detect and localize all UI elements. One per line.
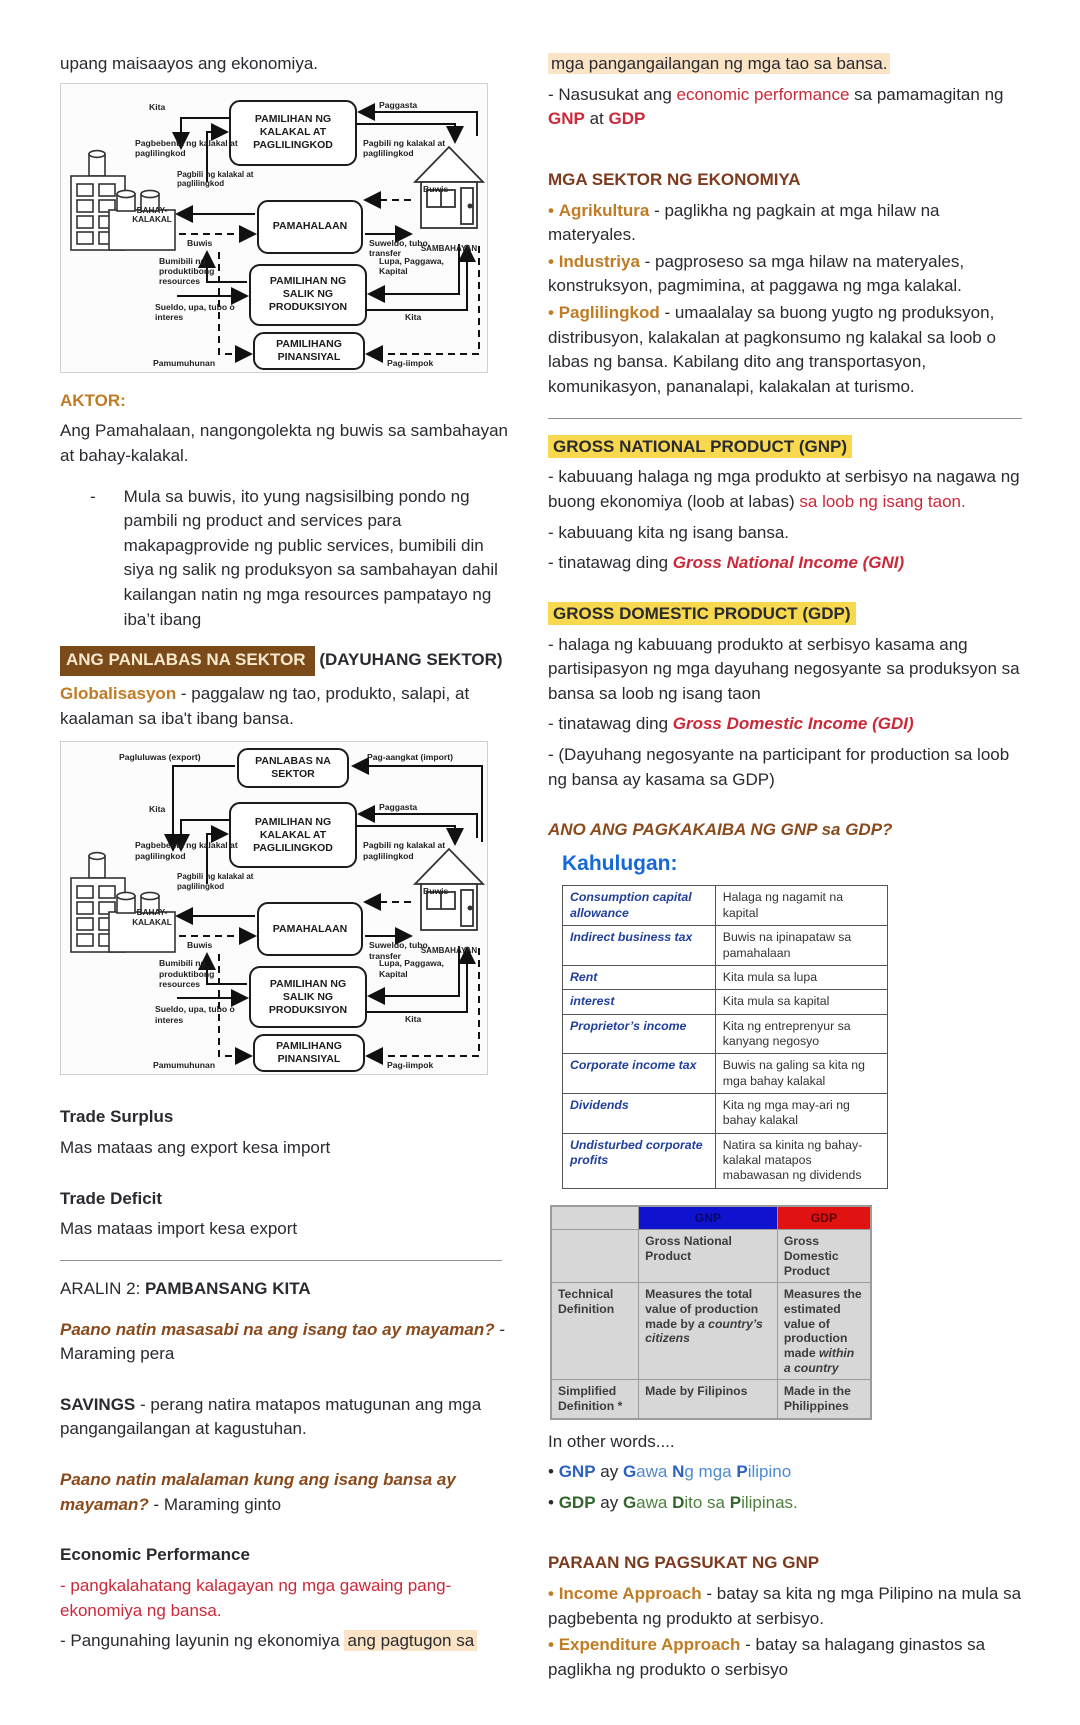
- measure-gdp: GDP: [608, 109, 646, 129]
- bullet-icon: •: [548, 1492, 554, 1512]
- gnp-word: g mga: [684, 1462, 737, 1482]
- gnp-word: GNP: [558, 1462, 596, 1482]
- approach-text: - batay sa kita ng mga Pilipino na mula sa pagbebenta ng produkto at serbisyo.: [548, 1584, 1022, 1628]
- aktor-heading: AKTOR:: [60, 390, 126, 410]
- label-suweldo: Suweldo, tubo, transfer: [369, 237, 431, 258]
- econ-line2-highlight: ang pagtugon sa: [344, 1630, 477, 1651]
- gdp-gdi-prefix: - tinatawag ding: [548, 714, 673, 734]
- table-row: [563, 1094, 888, 1134]
- bullet-icon: •: [548, 303, 554, 323]
- label-sueldo: Sueldo, upa, tubo o interes: [155, 1004, 235, 1025]
- table-row: [551, 1230, 871, 1283]
- question-1: [60, 1318, 508, 1367]
- box-external-sector: PANLABAS NA SEKTOR: [237, 748, 349, 788]
- table-row: [551, 1283, 871, 1380]
- approach-term: Income Approach: [558, 1584, 702, 1604]
- box-factor-market: PAMILIHAN NG SALIK NG PRODUKSIYON: [249, 264, 367, 326]
- bullet-icon: •: [548, 200, 554, 220]
- box-financial-market: PAMILIHANG PINANSIYAL: [253, 1034, 365, 1072]
- box-market: PAMILIHAN NG KALAKAL AT PAGLILINGKOD: [229, 100, 357, 166]
- gdp-word: ay: [595, 1492, 623, 1512]
- table-row: [563, 1054, 888, 1094]
- bullet-icon: •: [548, 1635, 554, 1655]
- aktor-bullet-text: Mula sa buwis, ito yung nagsisilbing pondo ng pambili ng product and services para makapagprovide ng public services, bumibili din siya ng salik ng produksyon sa sambahayan dahil kailangan natin ng mga resources pampatayo ng iba’t ibang: [123, 486, 498, 629]
- label-lupa: Lupa, Paggawa, Kapital: [379, 255, 444, 276]
- sector-paglilingkod: [548, 301, 1028, 400]
- panlabas-suffix: (DAYUHANG SEKTOR): [319, 650, 503, 670]
- globalisasyon-line: [60, 682, 508, 731]
- gdp-mnemonic: [548, 1491, 1028, 1516]
- gnp-tech-italic: a country’s citizens: [645, 1316, 763, 1346]
- gnp-def-1: [548, 465, 1028, 514]
- sector-text: - umaalalay sa buong yugto ng produksyon, distribusyon, kalakalan at pagkonsumo ng kalakal sa loob o labas ng bansa. Kabilang dito ang transportasyon, komunikasyon, pananalapi, kalakalan at turismo.: [548, 303, 996, 397]
- gdp-word: ito sa: [684, 1492, 730, 1512]
- question-2-text: Paano natin malalaman kung ang isang bansa ay mayaman?: [60, 1470, 456, 1514]
- label-pamumuhunan: Pamumuhunan: [153, 357, 216, 368]
- gdp-heading: GROSS DOMESTIC PRODUCT (GDP): [548, 602, 856, 625]
- table-row: [563, 1133, 888, 1188]
- empty-cell: [551, 1230, 639, 1283]
- measure-mid: sa pamamagitan ng: [849, 84, 1004, 104]
- table-row: [563, 1014, 888, 1054]
- label-pagimpok: Pag-iimpok: [387, 357, 434, 368]
- trade-deficit-text: Mas mataas import kesa export: [60, 1219, 298, 1239]
- difference-heading: ANO ANG PAGKAKAIBA NG GNP sa GDP?: [548, 820, 893, 840]
- label-paggasta: Paggasta: [379, 802, 418, 813]
- gnp-word: N: [672, 1462, 685, 1482]
- def-cell: Natira sa kinita ng bahay-kalakal matapos mabawasan ng dividends: [715, 1133, 887, 1188]
- term-cell: Consumption capital allowance: [563, 886, 716, 926]
- label-sambahayan: SAMBAHAYAN: [420, 946, 478, 956]
- label-kita-bottom: Kita: [405, 311, 422, 322]
- aralin-title: PAMBANSANG KITA: [145, 1278, 311, 1298]
- sector-text: - pagproseso sa mga hilaw na materyales, konstruksyon, pagmimina, at paggawa ng mga kalakal.: [548, 251, 965, 296]
- sector-agrikultura: [548, 199, 1028, 248]
- label-pagbebenta: Pagbebenta ng kalakal at paglilingkod: [135, 840, 238, 861]
- left-column: [60, 52, 508, 1685]
- box-government: PAMAHALAAN: [257, 902, 363, 956]
- gdp-word: P: [729, 1492, 742, 1512]
- term-cell: Undisturbed corporate profits: [563, 1133, 716, 1188]
- kahulugan-heading: Kahulugan:: [562, 852, 678, 876]
- label-bahay-kalakal: BAHAY-KALAKAL: [132, 205, 172, 225]
- sector-term: Industriya: [558, 251, 640, 271]
- income-approach-item: [548, 1582, 1028, 1631]
- tech-label-cell: Technical Definition: [551, 1283, 639, 1380]
- term-cell: Proprietor’s income: [563, 1014, 716, 1054]
- label-pagbili-right: Pagbili ng kalakal at paglilingkod: [363, 840, 446, 861]
- economic-performance-line2: [60, 1629, 508, 1654]
- measure-gnp: GNP: [548, 109, 585, 129]
- box-market: PAMILIHAN NG KALAKAL AT PAGLILINGKOD: [229, 802, 357, 868]
- gnp-name-cell: Gross National Product: [639, 1230, 778, 1283]
- bullet-icon: •: [548, 1584, 554, 1604]
- gnp-heading: GROSS NATIONAL PRODUCT (GNP): [548, 435, 852, 458]
- def-cell: Buwis na ipinapataw sa pamahalaan: [715, 926, 887, 966]
- flow-inner: [61, 786, 489, 1076]
- label-export: Pagluluwas (export): [119, 752, 201, 763]
- gdp-def-1: - halaga ng kabuuang produkto at serbisyo kasama ang partisipasyon ng mga dayuhang negosyante sa produksyon sa bansa sa loob ng isang taon: [548, 634, 1020, 703]
- label-import: Pag-aangkat (import): [367, 752, 453, 763]
- trade-surplus-text: Mas mataas ang export kesa import: [60, 1137, 331, 1157]
- globalisasyon-text: - paggalaw ng tao, produkto, salapi, at kaalaman sa iba't ibang bansa.: [60, 684, 470, 728]
- gdp-heading-line: [548, 602, 1028, 627]
- label-paggasta: Paggasta: [379, 99, 418, 110]
- savings-term: SAVINGS: [60, 1394, 136, 1414]
- def-cell: Kita ng mga may-ari ng bahay kalakal: [715, 1094, 887, 1134]
- label-pagbili-mid: Pagbili ng kalakal at paglilingkod: [177, 872, 254, 891]
- circular-flow-diagram-2: [60, 741, 488, 1075]
- globalisasyon-term: Globalisasyon: [60, 684, 177, 704]
- factory-icon: [67, 850, 179, 956]
- term-cell: Dividends: [563, 1094, 716, 1134]
- savings-text: - perang natira matapos matugunan ang mga pangangailangan at kagustuhan.: [60, 1394, 482, 1439]
- label-suweldo: Suweldo, tubo, transfer: [369, 940, 431, 961]
- label-kita-top: Kita: [149, 101, 166, 112]
- right-column: [548, 52, 1028, 1685]
- gdp-tech-cell: [777, 1283, 871, 1380]
- term-cell: Indirect business tax: [563, 926, 716, 966]
- simple-label-cell: Simplified Definition *: [551, 1380, 639, 1419]
- gnp-word: ay: [595, 1462, 623, 1482]
- sectors-heading: MGA SEKTOR NG EKONOMIYA: [548, 169, 801, 189]
- label-bumibili: Bumibili ng produktibong resources: [159, 255, 215, 287]
- question-1-answer: -Maraming pera: [60, 1319, 505, 1364]
- gnp-word: awa: [636, 1462, 673, 1482]
- panlabas-badge: ANG PANLABAS NA SEKTOR: [60, 646, 315, 676]
- sector-industriya: [548, 250, 1028, 299]
- sector-text: - paglikha ng pagkain at mga hilaw na materyales.: [548, 200, 940, 245]
- carryover-highlight: mga pangangailangan ng mga tao sa bansa.: [548, 53, 890, 74]
- label-pamumuhunan: Pamumuhunan: [153, 1060, 216, 1071]
- table-row: [563, 886, 888, 926]
- circular-flow-diagram-1: [60, 83, 488, 373]
- label-kita-top: Kita: [149, 804, 166, 815]
- gnp-heading-line: [548, 435, 1028, 460]
- box-government: PAMAHALAAN: [257, 200, 363, 254]
- label-buwis-left: Buwis: [187, 940, 213, 951]
- measure-at: at: [584, 109, 609, 129]
- divider: [60, 1260, 502, 1261]
- def-cell: Kita ng entreprenyur sa kanyang negosyo: [715, 1014, 887, 1054]
- gnp-word: P: [736, 1462, 748, 1482]
- label-sueldo: Sueldo, upa, tubo o interes: [155, 301, 235, 322]
- gnp-header-cell: GNP: [639, 1206, 778, 1230]
- term-cell: Rent: [563, 965, 716, 989]
- gnp-mnemonic: [548, 1460, 1028, 1485]
- label-buwis-left: Buwis: [187, 237, 213, 248]
- gdp-def-2: [548, 712, 1028, 737]
- kahulugan-table: [562, 885, 888, 1188]
- measure-prefix: - Nasusukat ang: [548, 84, 677, 104]
- panlabas-heading-line: [60, 646, 508, 676]
- intro-line: upang maisaayos ang ekonomiya.: [60, 54, 318, 73]
- gnp-def-2: - kabuuang kita ng isang bansa.: [548, 522, 790, 542]
- econ-line2-prefix: - Pangunahing layunin ng ekonomiya: [60, 1631, 345, 1651]
- divider: [548, 418, 1022, 419]
- paraan-heading: PARAAN NG PAGSUKAT NG GNP: [548, 1553, 820, 1573]
- label-buwis-right: Buwis: [423, 886, 449, 897]
- trade-deficit-title: Trade Deficit: [60, 1188, 163, 1208]
- question-2: [60, 1468, 508, 1517]
- expenditure-approach-item: [548, 1633, 1028, 1682]
- label-kita-bottom: Kita: [405, 1014, 422, 1025]
- label-lupa: Lupa, Paggawa, Kapital: [379, 958, 444, 979]
- gdp-word: GDP: [558, 1492, 596, 1512]
- trade-surplus-title: Trade Surplus: [60, 1107, 174, 1127]
- gdp-def-3: - (Dayuhang negosyante na participant for production sa loob ng bansa ay kasama sa GDP): [548, 745, 1010, 789]
- carryover-line: [548, 52, 1028, 77]
- bullet-icon: •: [548, 1462, 554, 1482]
- gdp-word: ilipinas.: [741, 1492, 798, 1512]
- label-pagbebenta: Pagbebenta ng kalakal at paglilingkod: [135, 137, 238, 158]
- label-pagbili-mid: Pagbili ng kalakal at paglilingkod: [177, 169, 254, 189]
- gnp-def-black: - kabuuang halaga ng mga produkto at serbisyo na nagawa ng buong ekonomiya (loob at labas): [548, 467, 1020, 511]
- label-bahay-kalakal: BAHAY-KALAKAL: [132, 908, 172, 928]
- gnp-def-red: sa loob ng isang taon.: [799, 491, 966, 511]
- def-cell: Kita mula sa lupa: [715, 965, 887, 989]
- approach-term: Expenditure Approach: [558, 1635, 741, 1655]
- sector-term: Paglilingkod: [558, 303, 660, 323]
- table-row: [551, 1206, 871, 1230]
- def-cell: Buwis na galing sa kita ng mga bahay kalakal: [715, 1054, 887, 1094]
- aktor-bullet: [60, 485, 508, 633]
- table-row: [563, 926, 888, 966]
- gnp-simple-cell: Made by Filipinos: [639, 1380, 778, 1419]
- table-row: [563, 965, 888, 989]
- gnp-gni-prefix: - tinatawag ding: [548, 553, 673, 573]
- def-cell: Kita mula sa kapital: [715, 990, 887, 1014]
- approach-text: - batay sa halagang ginastos sa paglikha ng produkto o serbisyo: [548, 1635, 986, 1680]
- term-cell: interest: [563, 990, 716, 1014]
- savings-line: [60, 1393, 508, 1442]
- gnp-word: G: [622, 1462, 637, 1482]
- table-row: [563, 990, 888, 1014]
- box-factor-market: PAMILIHAN NG SALIK NG PRODUKSIYON: [249, 966, 367, 1028]
- gdp-simple-cell: Made in the Philippines: [777, 1380, 871, 1419]
- measure-line: [548, 83, 1028, 132]
- label-bumibili: Bumibili ng produktibong resources: [159, 958, 215, 989]
- gnp-gdp-comparison-table: [550, 1205, 872, 1420]
- gdp-gdi: Gross Domestic Income (GDI): [672, 714, 914, 734]
- economic-performance-title: Economic Performance: [60, 1545, 250, 1565]
- label-sambahayan: SAMBAHAYAN: [420, 243, 478, 253]
- def-cell: Halaga ng nagamit na kapital: [715, 886, 887, 926]
- gdp-word: awa: [636, 1492, 673, 1512]
- aralin-heading: [60, 1277, 508, 1302]
- question-1-text: Paano natin masasabi na ang isang tao ay mayaman?: [60, 1319, 495, 1339]
- gnp-gni: Gross National Income (GNI): [672, 553, 905, 573]
- gdp-word: G: [622, 1492, 637, 1512]
- gnp-tech-text: Measures the total value of production made by: [645, 1287, 759, 1331]
- bullet-dash: -: [90, 486, 96, 506]
- sector-term: Agrikultura: [558, 200, 650, 220]
- question-2-answer: - Maraming ginto: [148, 1494, 282, 1514]
- label-pagimpok: Pag-iimpok: [387, 1060, 434, 1071]
- label-pagbili-right: Pagbili ng kalakal at paglilingkod: [363, 137, 446, 158]
- gnp-tech-cell: [639, 1283, 778, 1380]
- box-financial-market: PAMILIHANG PINANSIYAL: [253, 332, 365, 370]
- bullet-icon: •: [548, 251, 554, 271]
- other-words-line: In other words....: [548, 1431, 675, 1451]
- measure-red: economic performance: [676, 84, 850, 104]
- table-row: [551, 1380, 871, 1419]
- economic-performance-def: - pangkalahatang kalagayan ng mga gawaing pang-ekonomiya ng bansa.: [60, 1576, 452, 1620]
- gdp-tech-text: Measures the estimated value of production made: [783, 1287, 862, 1360]
- gnp-word: ilipino: [747, 1462, 792, 1482]
- gnp-def-3: [548, 551, 1028, 576]
- factory-icon: [67, 148, 179, 254]
- gdp-name-cell: Gross Domestic Product: [777, 1230, 871, 1283]
- gdp-header-cell: GDP: [777, 1206, 871, 1230]
- aralin-prefix: ARALIN 2:: [60, 1278, 146, 1298]
- empty-cell: [551, 1206, 639, 1230]
- gdp-word: D: [672, 1492, 685, 1512]
- aktor-text: Ang Pamahalaan, nangongolekta ng buwis sa sambahayan at bahay-kalakal.: [60, 421, 508, 465]
- label-buwis-right: Buwis: [423, 183, 449, 194]
- term-cell: Corporate income tax: [563, 1054, 716, 1094]
- gdp-tech-italic: within a country: [783, 1345, 855, 1375]
